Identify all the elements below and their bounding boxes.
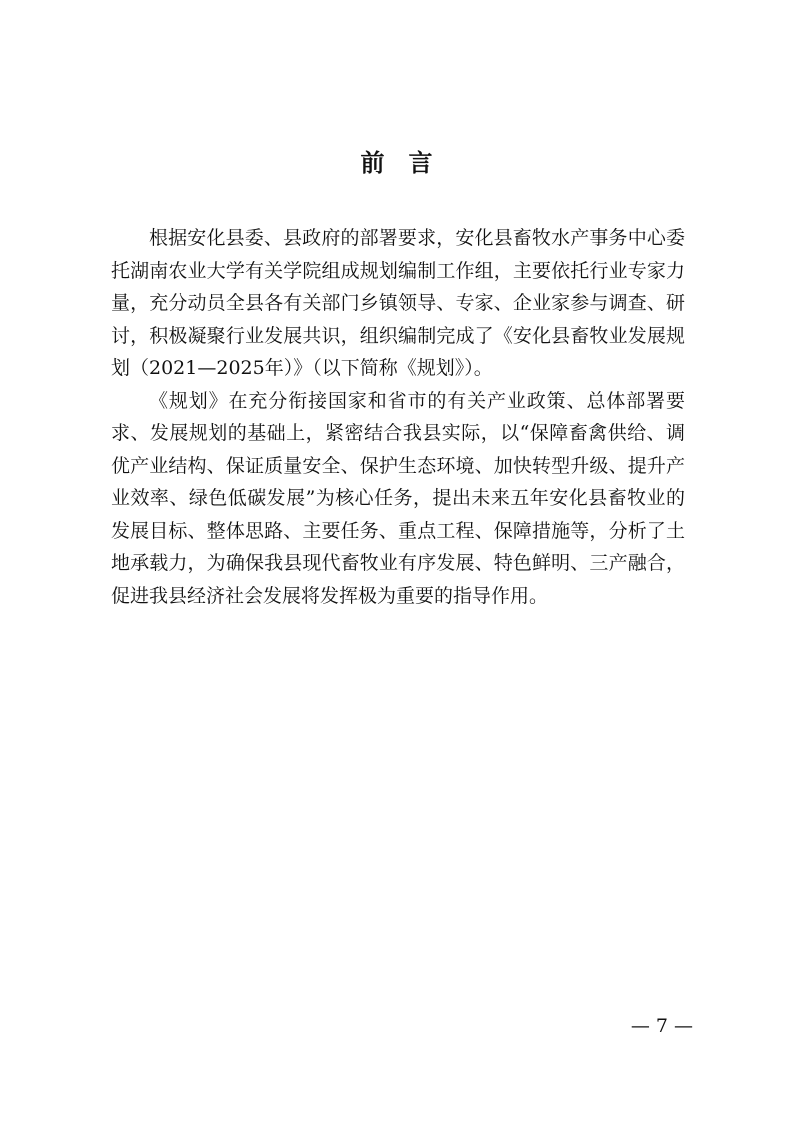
page-title: 前言 [360, 149, 457, 177]
page-number: — 7 — [630, 1015, 693, 1037]
paragraph-2: 《规划》在充分衔接国家和省市的有关产业政策、总体部署要求、发展规划的基础上，紧密结合我县实际，以“保障畜禽供给、调优产业结构、保证质量安全、保护生态环境、加快转型升级、提升产业效率、绿色低碳发展”为核心任务，提出未来五年安化县畜牧业的发展目标、整体思路、主要任务、重点工程、保障措施等，分析了土地承载力，为确保我县现代畜牧业有序发展、特色鲜明、三产融合，促进我县经济社会发展将发挥极为重要的指导作用。 [111, 389, 685, 607]
paragraph-1: 根据安化县委、县政府的部署要求，安化县畜牧水产事务中心委托湖南农业大学有关学院组成规划编制工作组，主要依托行业专家力量，充分动员全县各有关部门乡镇领导、专家、企业家参与调查、研讨，积极凝聚行业发展共识，组织编制完成了《安化县畜牧业发展规划（2021—2025年）》（以下简称《规划》）。 [111, 227, 685, 379]
body-text [111, 222, 685, 612]
